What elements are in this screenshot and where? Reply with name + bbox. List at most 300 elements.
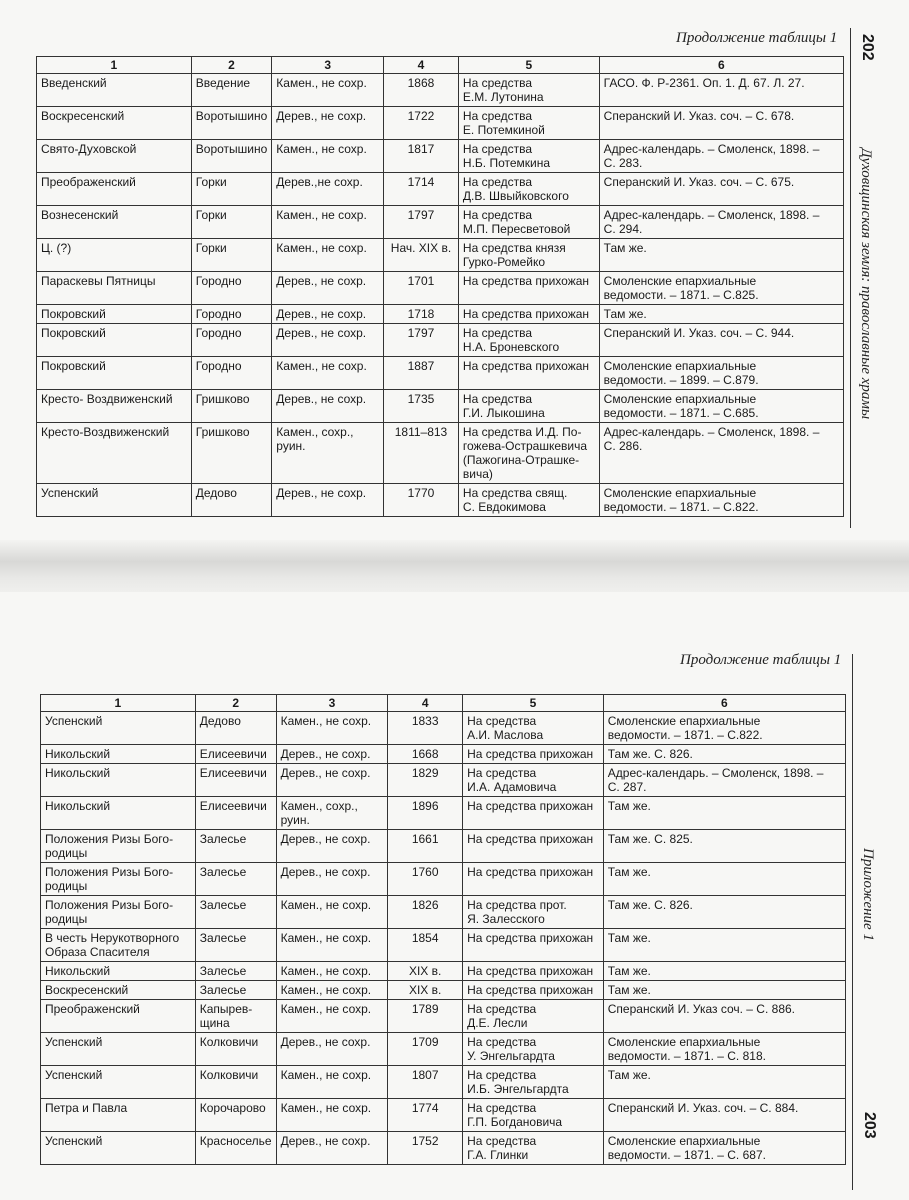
cell-text: XIX в. xyxy=(408,964,442,978)
cell-text: 1735 xyxy=(407,392,435,406)
table-row xyxy=(41,1000,846,1033)
cell-text: Залесье xyxy=(199,983,247,997)
church-name-cell xyxy=(37,74,192,107)
material-status-cell xyxy=(272,423,384,484)
source-cell xyxy=(603,1066,845,1099)
cell-text: Колковичи xyxy=(199,1068,259,1082)
cell-text: Адрес-календарь. – Смоленск, 1898. – С. 287. xyxy=(607,766,824,794)
cell-text: Камен., сохр., руин. xyxy=(276,425,354,453)
church-name-cell xyxy=(37,107,192,140)
cell-text: Камен., сохр., руин. xyxy=(280,799,358,827)
village-cell xyxy=(191,357,272,390)
cell-text: 1770 xyxy=(407,486,435,500)
material-status-cell xyxy=(276,896,388,929)
village-cell xyxy=(191,305,272,324)
cell-text: На средства свящ. С. Евдокимова xyxy=(462,486,568,514)
cell-text: На средства Е.М. Лутонина xyxy=(462,76,544,104)
cell-text: На средства прот. Я. Залесского xyxy=(467,898,567,926)
source-cell xyxy=(599,74,843,107)
cell-text: На средства князя Гурко-Ромейко xyxy=(462,241,566,269)
cell-text: Ц. (?) xyxy=(41,241,72,255)
church-name-cell xyxy=(41,1000,196,1033)
source-cell xyxy=(603,929,845,962)
cell-text: На средства Е. Потемкиной xyxy=(462,109,545,137)
year-cell xyxy=(388,830,463,863)
cell-text: На средства У. Энгельгардта xyxy=(467,1035,555,1063)
cell-text: Никольский xyxy=(45,747,111,761)
year-cell xyxy=(384,305,459,324)
page-203 xyxy=(0,592,909,1200)
patron-cell xyxy=(458,206,599,239)
column-header-3: 3 xyxy=(272,57,384,74)
patron-cell xyxy=(463,745,604,764)
material-status-cell xyxy=(272,272,384,305)
patron-cell xyxy=(458,423,599,484)
cell-text: Камен., не сохр. xyxy=(280,1068,372,1082)
source-cell xyxy=(603,1000,845,1033)
cell-text: 1668 xyxy=(411,747,439,761)
cell-text: Там же. xyxy=(607,865,651,879)
patron-cell xyxy=(458,324,599,357)
patron-cell xyxy=(458,272,599,305)
patron-cell xyxy=(458,74,599,107)
village-cell xyxy=(191,74,272,107)
material-status-cell xyxy=(272,390,384,423)
cell-text: Петра и Павла xyxy=(45,1101,128,1115)
cell-text: Там же. xyxy=(607,931,651,945)
cell-text: На средства Н.Б. Потемкина xyxy=(462,142,551,170)
cell-text: 1868 xyxy=(407,76,435,90)
material-status-cell xyxy=(276,830,388,863)
year-cell xyxy=(388,863,463,896)
material-status-cell xyxy=(276,929,388,962)
column-header-2: 2 xyxy=(195,695,276,712)
material-status-cell xyxy=(276,745,388,764)
cell-text: Дерев., не сохр. xyxy=(280,766,371,780)
column-header-5: 5 xyxy=(463,695,604,712)
village-cell xyxy=(191,239,272,272)
church-name-cell xyxy=(37,239,192,272)
cell-text: 1854 xyxy=(411,931,439,945)
cell-text: Дедово xyxy=(195,486,237,500)
year-cell xyxy=(384,324,459,357)
village-cell xyxy=(195,863,276,896)
cell-text: Смоленские епархиальные ведомости. – 1871. – С. 687. xyxy=(607,1134,766,1162)
cell-text: На средства прихожан xyxy=(462,359,590,373)
source-cell xyxy=(599,324,843,357)
cell-text: Адрес-календарь. – Смоленск, 1898. – С. 294. xyxy=(603,208,820,236)
cell-text: Положения Ризы Бого- родицы xyxy=(45,865,174,893)
cell-text: Там же. xyxy=(607,799,651,813)
patron-cell xyxy=(458,107,599,140)
material-status-cell xyxy=(276,1033,388,1066)
cell-text: Камен., не сохр. xyxy=(276,241,367,255)
cell-text: 1789 xyxy=(411,1002,439,1016)
cell-text: На средства прихожан xyxy=(467,931,594,945)
village-cell xyxy=(195,1066,276,1099)
village-cell xyxy=(191,107,272,140)
patron-cell xyxy=(458,390,599,423)
cell-text: Дедово xyxy=(199,714,241,728)
cell-text: Камен., не сохр. xyxy=(280,1002,372,1016)
year-cell xyxy=(388,797,463,830)
page-number: 202 xyxy=(859,34,876,61)
material-status-cell xyxy=(276,1000,388,1033)
cell-text: Залесье xyxy=(199,931,247,945)
cell-text: На средства прихожан xyxy=(462,274,590,288)
cell-text: На средства прихожан xyxy=(467,799,594,813)
cell-text: Камен., не сохр. xyxy=(280,1101,372,1115)
cell-text: На средства Г.А. Глинки xyxy=(467,1134,537,1162)
church-name-cell xyxy=(41,745,196,764)
year-cell xyxy=(384,390,459,423)
table-row xyxy=(37,239,844,272)
year-cell xyxy=(384,140,459,173)
cell-text: Камен., не сохр. xyxy=(276,359,367,373)
year-cell xyxy=(388,1066,463,1099)
village-cell xyxy=(195,797,276,830)
patron-cell xyxy=(458,357,599,390)
table-row xyxy=(41,981,846,1000)
page-202 xyxy=(0,0,909,548)
village-cell xyxy=(195,896,276,929)
cell-text: 1718 xyxy=(407,307,435,321)
cell-text: Дерев., не сохр. xyxy=(276,109,367,123)
running-title: Приложение 1 xyxy=(860,848,876,941)
cell-text: Там же. xyxy=(607,1068,651,1082)
table-row xyxy=(37,74,844,107)
patron-cell xyxy=(463,962,604,981)
church-name-cell xyxy=(37,324,192,357)
material-status-cell xyxy=(272,74,384,107)
cell-text: Городно xyxy=(195,359,242,373)
material-status-cell xyxy=(272,357,384,390)
church-name-cell xyxy=(41,962,196,981)
cell-text: Там же. С. 826. xyxy=(607,747,693,761)
column-header-1: 1 xyxy=(37,57,192,74)
column-header-5: 5 xyxy=(458,57,599,74)
village-cell xyxy=(195,981,276,1000)
cell-text: Горки xyxy=(195,175,227,189)
table-row xyxy=(37,206,844,239)
village-cell xyxy=(191,140,272,173)
cell-text: Там же. С. 826. xyxy=(607,898,693,912)
side-rule xyxy=(850,28,851,528)
side-rule xyxy=(852,654,853,1190)
cell-text: Успенский xyxy=(45,714,103,728)
church-name-cell xyxy=(41,1099,196,1132)
year-cell xyxy=(388,929,463,962)
patron-cell xyxy=(463,863,604,896)
cell-text: 1709 xyxy=(411,1035,439,1049)
cell-text: 1826 xyxy=(411,898,439,912)
village-cell xyxy=(195,1099,276,1132)
church-name-cell xyxy=(37,140,192,173)
table-row xyxy=(37,324,844,357)
cell-text: Преображенский xyxy=(45,1002,140,1016)
village-cell xyxy=(195,712,276,745)
table-row xyxy=(41,962,846,981)
material-status-cell xyxy=(276,863,388,896)
church-name-cell xyxy=(41,929,196,962)
cell-text: Камен., не сохр. xyxy=(280,931,372,945)
church-name-cell xyxy=(41,981,196,1000)
material-status-cell xyxy=(276,1066,388,1099)
cell-text: Введенский xyxy=(41,76,107,90)
table-row xyxy=(41,1033,846,1066)
cell-text: Сперанский И. Указ. соч. – С. 944. xyxy=(603,326,795,340)
churches-table xyxy=(36,56,844,517)
village-cell xyxy=(195,929,276,962)
church-name-cell xyxy=(41,830,196,863)
cell-text: 1811–813 xyxy=(394,425,448,439)
year-cell xyxy=(384,357,459,390)
cell-text: На средства прихожан xyxy=(467,747,594,761)
cell-text: XIX в. xyxy=(408,983,442,997)
cell-text: Горки xyxy=(195,208,227,222)
table-row xyxy=(41,896,846,929)
cell-text: Дерев., не сохр. xyxy=(280,832,371,846)
church-name-cell xyxy=(37,173,192,206)
church-name-cell xyxy=(41,712,196,745)
cell-text: На средства А.И. Маслова xyxy=(467,714,544,742)
source-cell xyxy=(599,173,843,206)
cell-text: Адрес-календарь. – Смоленск, 1898. – С. 286. xyxy=(603,425,820,453)
material-status-cell xyxy=(276,1132,388,1165)
church-name-cell xyxy=(37,206,192,239)
cell-text: Камен., не сохр. xyxy=(280,714,372,728)
church-name-cell xyxy=(37,390,192,423)
source-cell xyxy=(603,896,845,929)
year-cell xyxy=(388,1033,463,1066)
village-cell xyxy=(195,745,276,764)
cell-text: 1887 xyxy=(407,359,435,373)
material-status-cell xyxy=(272,107,384,140)
village-cell xyxy=(195,962,276,981)
cell-text: На средства Г.П. Богдановича xyxy=(467,1101,563,1129)
cell-text: Никольский xyxy=(45,964,111,978)
cell-text: На средства М.П. Пересветовой xyxy=(462,208,571,236)
church-name-cell xyxy=(41,797,196,830)
source-cell xyxy=(603,764,845,797)
patron-cell xyxy=(463,830,604,863)
year-cell xyxy=(384,239,459,272)
year-cell xyxy=(388,1132,463,1165)
cell-text: Залесье xyxy=(199,898,247,912)
village-cell xyxy=(191,173,272,206)
material-status-cell xyxy=(272,324,384,357)
cell-text: 1829 xyxy=(411,766,439,780)
church-name-cell xyxy=(41,863,196,896)
source-cell xyxy=(599,206,843,239)
year-cell xyxy=(384,74,459,107)
cell-text: На средства И.А. Адамовича xyxy=(467,766,557,794)
church-name-cell xyxy=(41,1033,196,1066)
cell-text: Камен., не сохр. xyxy=(276,142,367,156)
cell-text: Воротышино xyxy=(195,142,268,156)
cell-text: 1661 xyxy=(411,832,439,846)
table-row xyxy=(41,863,846,896)
year-cell xyxy=(384,107,459,140)
cell-text: На средства прихожан xyxy=(467,964,594,978)
cell-text: Елисеевичи xyxy=(199,766,267,780)
cell-text: Там же. xyxy=(607,964,651,978)
table-row xyxy=(41,764,846,797)
cell-text: Адрес-календарь. – Смоленск, 1898. – С. 283. xyxy=(603,142,820,170)
cell-text: Там же. С. 825. xyxy=(607,832,693,846)
cell-text: Сперанский И. Указ. соч. – С. 678. xyxy=(603,109,795,123)
cell-text: Дерев., не сохр. xyxy=(280,1134,371,1148)
village-cell xyxy=(191,324,272,357)
cell-text: Сперанский И. Указ соч. – С. 886. xyxy=(607,1002,795,1016)
cell-text: Елисеевичи xyxy=(199,799,267,813)
page-number: 203 xyxy=(861,1112,878,1139)
source-cell xyxy=(603,1099,845,1132)
cell-text: Сперанский И. Указ. соч. – С. 884. xyxy=(607,1101,799,1115)
table-caption: Продолжение таблицы 1 xyxy=(680,652,842,668)
cell-text: 1752 xyxy=(411,1134,439,1148)
table-row xyxy=(41,797,846,830)
cell-text: Там же. xyxy=(607,983,651,997)
cell-text: Дерев., не сохр. xyxy=(280,865,371,879)
table-row xyxy=(37,357,844,390)
material-status-cell xyxy=(272,305,384,324)
source-cell xyxy=(603,830,845,863)
cell-text: Кресто- Воздвиженский xyxy=(41,392,173,406)
cell-text: Дерев., не сохр. xyxy=(276,307,367,321)
cell-text: Дерев., не сохр. xyxy=(276,274,367,288)
cell-text: На средства прихожан xyxy=(462,307,590,321)
year-cell xyxy=(388,896,463,929)
source-cell xyxy=(599,390,843,423)
cell-text: На средства прихожан xyxy=(467,865,594,879)
cell-text: Залесье xyxy=(199,832,247,846)
column-header-1: 1 xyxy=(41,695,196,712)
material-status-cell xyxy=(276,712,388,745)
church-name-cell xyxy=(41,896,196,929)
cell-text: Дерев., не сохр. xyxy=(276,392,367,406)
material-status-cell xyxy=(276,1099,388,1132)
cell-text: Городно xyxy=(195,307,242,321)
patron-cell xyxy=(463,1000,604,1033)
cell-text: Камен., не сохр. xyxy=(280,964,372,978)
cell-text: На средства Н.А. Броневского xyxy=(462,326,560,354)
table-row xyxy=(41,1066,846,1099)
column-header-4: 4 xyxy=(384,57,459,74)
patron-cell xyxy=(463,1033,604,1066)
column-header-2: 2 xyxy=(191,57,272,74)
cell-text: Камен., не сохр. xyxy=(280,983,372,997)
cell-text: 1760 xyxy=(411,865,439,879)
source-cell xyxy=(599,484,843,517)
table-row xyxy=(37,305,844,324)
patron-cell xyxy=(458,484,599,517)
cell-text: 1896 xyxy=(411,799,439,813)
year-cell xyxy=(384,272,459,305)
patron-cell xyxy=(458,239,599,272)
cell-text: Смоленские епархиальные ведомости. – 1871. – С.685. xyxy=(603,392,759,420)
cell-text: Успенский xyxy=(45,1068,103,1082)
patron-cell xyxy=(463,797,604,830)
cell-text: На средства Д.В. Швыйковского xyxy=(462,175,569,203)
patron-cell xyxy=(463,929,604,962)
column-header-6: 6 xyxy=(603,695,845,712)
table-row xyxy=(37,107,844,140)
source-cell xyxy=(599,423,843,484)
material-status-cell xyxy=(276,962,388,981)
cell-text: Успенский xyxy=(45,1035,103,1049)
cell-text: На средства прихожан xyxy=(467,832,594,846)
cell-text: Дерев., не сохр. xyxy=(280,747,371,761)
material-status-cell xyxy=(272,484,384,517)
material-status-cell xyxy=(276,981,388,1000)
table-row xyxy=(41,745,846,764)
cell-text: Положения Ризы Бого- родицы xyxy=(45,832,174,860)
cell-text: Вознесенский xyxy=(41,208,119,222)
cell-text: Успенский xyxy=(45,1134,103,1148)
table-row xyxy=(41,1132,846,1165)
cell-text: 1797 xyxy=(407,208,435,222)
cell-text: 1722 xyxy=(407,109,435,123)
table-row xyxy=(41,929,846,962)
cell-text: Смоленские епархиальные ведомости. – 1871. – С.822. xyxy=(603,486,759,514)
cell-text: Смоленские епархиальные ведомости. – 1899. – С.879. xyxy=(603,359,759,387)
patron-cell xyxy=(463,1099,604,1132)
cell-text: Елисеевичи xyxy=(199,747,267,761)
cell-text: Сперанский И. Указ. соч. – С. 675. xyxy=(603,175,795,189)
material-status-cell xyxy=(272,140,384,173)
cell-text: На средства И.Д. По- гожева-Острашкевича (Пажогина-Отрашке- вича) xyxy=(462,425,588,481)
table-row xyxy=(37,390,844,423)
patron-cell xyxy=(463,712,604,745)
table-row xyxy=(37,173,844,206)
source-cell xyxy=(603,863,845,896)
village-cell xyxy=(195,1000,276,1033)
table-row xyxy=(41,830,846,863)
cell-text: Гришково xyxy=(195,425,250,439)
patron-cell xyxy=(458,173,599,206)
table-row xyxy=(41,1099,846,1132)
cell-text: Смоленские епархиальные ведомости. – 1871. – С.822. xyxy=(607,714,763,742)
church-name-cell xyxy=(37,272,192,305)
cell-text: Городно xyxy=(195,326,242,340)
cell-text: Корочарово xyxy=(199,1101,266,1115)
year-cell xyxy=(388,745,463,764)
patron-cell xyxy=(463,896,604,929)
cell-text: Кресто-Воздвиженский xyxy=(41,425,170,439)
running-title: Духовщинская земля: православные храмы xyxy=(858,148,874,420)
cell-text: Смоленские епархиальные ведомости. – 1871. – С. 818. xyxy=(607,1035,766,1063)
church-name-cell xyxy=(37,423,192,484)
source-cell xyxy=(599,239,843,272)
cell-text: 1774 xyxy=(411,1101,439,1115)
cell-text: Городно xyxy=(195,274,242,288)
cell-text: Колковичи xyxy=(199,1035,259,1049)
cell-text: Никольский xyxy=(45,799,111,813)
cell-text: Никольский xyxy=(45,766,111,780)
cell-text: Преображенский xyxy=(41,175,136,189)
patron-cell xyxy=(458,140,599,173)
patron-cell xyxy=(463,764,604,797)
patron-cell xyxy=(463,1066,604,1099)
source-cell xyxy=(603,1033,845,1066)
cell-text: На средства Г.И. Лыкошина xyxy=(462,392,545,420)
material-status-cell xyxy=(276,764,388,797)
churches-table xyxy=(40,694,846,1165)
cell-text: Воскресенский xyxy=(45,983,129,997)
year-cell xyxy=(384,484,459,517)
cell-text: Успенский xyxy=(41,486,99,500)
